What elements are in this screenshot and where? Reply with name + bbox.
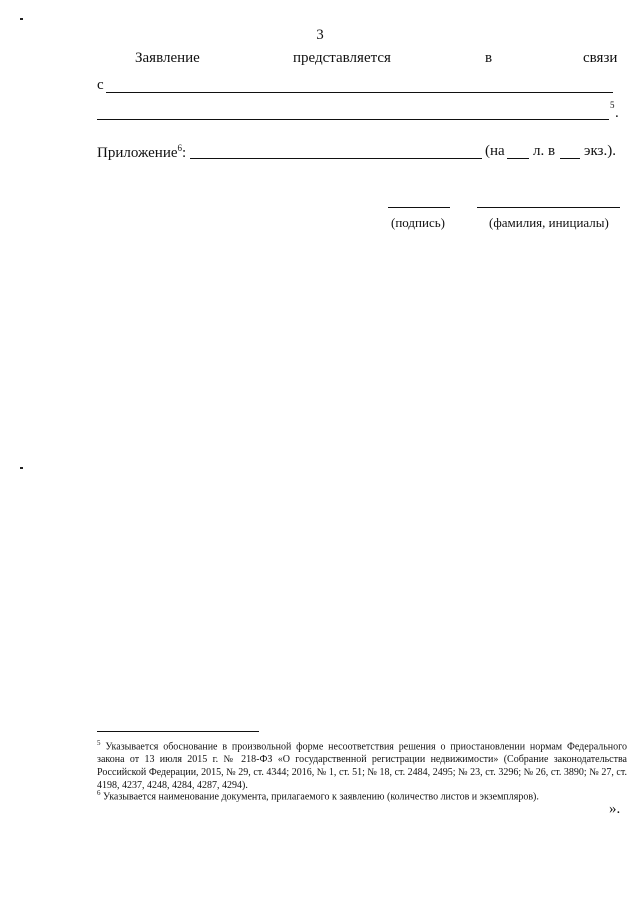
- statement-word-2: представляется: [293, 50, 391, 66]
- name-line[interactable]: [477, 207, 620, 208]
- closing-quote: ».: [609, 801, 621, 817]
- name-caption: (фамилия, инициалы): [489, 215, 609, 230]
- statement-word-3: в: [485, 50, 493, 66]
- appendix-copies-line[interactable]: [560, 158, 580, 159]
- footnote-6: $^6$ Указывается наименование документа, прилагаемого к заявлению (количество листов и экземпляров).: [97, 789, 539, 803]
- scan-mark: [20, 18, 23, 20]
- appendix-label: Приложение$^6$:: [97, 143, 187, 161]
- appendix-document-line[interactable]: [190, 158, 482, 159]
- reason-line-2[interactable]: [97, 119, 609, 120]
- signature-line[interactable]: [388, 207, 450, 208]
- footnote-ref-6: 6: [177, 143, 183, 153]
- appendix-l-v: л. в: [533, 143, 556, 159]
- statement-word-1: Заявление: [135, 50, 200, 66]
- appendix-na: (на: [485, 143, 505, 159]
- signature-caption: (подпись): [391, 215, 445, 230]
- footnote-separator: [97, 731, 259, 732]
- footnote-ref-5: 5: [610, 100, 615, 110]
- page-number: 3: [316, 27, 324, 43]
- statement-word-4: связи: [583, 50, 618, 66]
- appendix-sheets-line[interactable]: [507, 158, 529, 159]
- reason-line-1[interactable]: [106, 92, 613, 93]
- appendix-ekz: экз.).: [584, 143, 616, 159]
- statement-prefix: с: [97, 77, 104, 93]
- reason-period: .: [615, 105, 619, 121]
- scan-mark: [20, 467, 23, 469]
- footnote-5: $^5$ Указывается обоснование в произвольной форме несоответствия решения о приостановлении нормам Федерального закона от 13 июля 2015 г. № 218-ФЗ «О государственной регистрации недвижимости» (Собрание законодательства Российской Федерации, 2015, № 29, ст. 4344; 2016, № 1, ст. 51; № 18, ст. 2484, 2495; № 23, ст. 3296; № 26, ст. 3890; № 27, ст. 4198, 4237, 4248, 4284, 4287, 4294).: [97, 739, 627, 792]
